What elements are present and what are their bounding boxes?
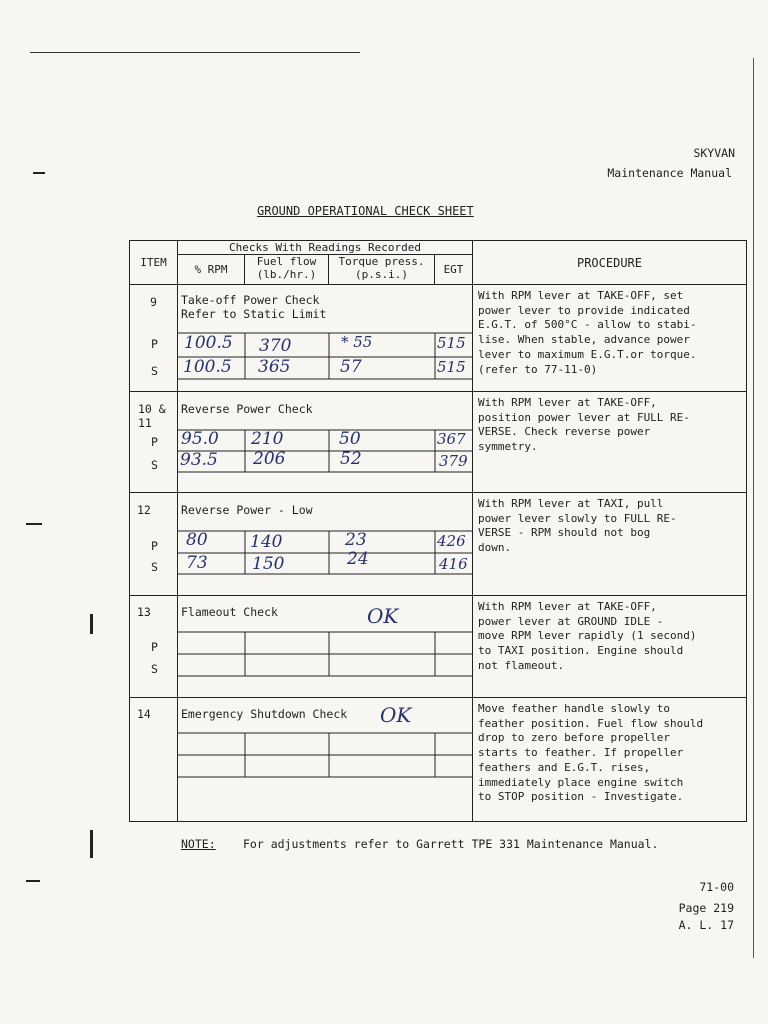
handwritten-ok: OK <box>367 604 399 628</box>
reading-torque-p: * 55 <box>341 333 373 351</box>
item-number: 10 & <box>138 402 166 416</box>
item-number: 9 <box>150 295 157 309</box>
reading-rpm-s: 100.5 <box>183 357 232 377</box>
item-number: 12 <box>137 503 151 517</box>
port-label: P <box>151 539 158 553</box>
starboard-label: S <box>151 662 158 676</box>
reading-egt-p: 515 <box>437 334 466 352</box>
torque-label: Torque press. <box>338 255 425 268</box>
reading-fuel-p: 140 <box>250 532 283 552</box>
column-header-rpm: % RPM <box>178 255 245 285</box>
procedure-14: Move feather handle slowly to feather position. Fuel flow should drop to zero before propeller starts to feather. If propeller feathers and E.G.T. rises, immediately place engine switch to STOP position - Investigate. <box>473 698 747 822</box>
item-number: 14 <box>137 707 151 721</box>
column-header-item: ITEM <box>130 241 178 285</box>
check-name: Reverse Power Check <box>181 402 313 416</box>
column-header-egt: EGT <box>435 255 473 285</box>
note-text: For adjustments refer to Garrett TPE 331 Maintenance Manual. <box>243 837 659 851</box>
reading-torque-s: 52 <box>340 449 362 469</box>
check-name: Reverse Power - Low <box>181 503 313 517</box>
check-name: Take-off Power Check <box>181 293 320 307</box>
page-title: GROUND OPERATIONAL CHECK SHEET <box>257 204 474 218</box>
manual-name: Maintenance Manual <box>607 166 732 180</box>
reading-torque-p: 50 <box>339 429 361 449</box>
amendment-number: A. L. 17 <box>678 918 734 932</box>
company-name: SKYVAN <box>693 146 735 160</box>
reading-egt-s: 416 <box>439 555 468 573</box>
reading-fuel-p: 370 <box>259 336 292 356</box>
procedure-12: With RPM lever at TAXI, pull power lever slowly to FULL RE- VERSE - RPM should not bog down. <box>473 493 747 596</box>
fuel-flow-unit: (lb./hr.) <box>256 268 317 281</box>
reading-egt-p: 367 <box>437 430 466 448</box>
check-subtitle: Refer to Static Limit <box>181 307 327 321</box>
page-number: Page 219 <box>678 901 734 915</box>
item-number: 13 <box>137 605 151 619</box>
starboard-label: S <box>151 458 158 472</box>
procedure-13: With RPM lever at TAKE-OFF, power lever at GROUND IDLE - move RPM lever rapidly (1 second) to TAXI position. Engine should not flameout. <box>473 596 747 698</box>
procedure-9: With RPM lever at TAKE-OFF, set power lever to provide indicated E.G.T. of 500°C - allow to stabi- lise. When stable, advance power lever to maximum E.G.T.or torque. (refer to 77-11-0) <box>473 285 747 392</box>
reading-rpm-s: 73 <box>186 553 208 573</box>
reading-fuel-s: 206 <box>253 449 286 469</box>
note-label: NOTE: <box>181 837 216 851</box>
reading-torque-s: 57 <box>340 357 362 377</box>
column-header-group: Checks With Readings Recorded <box>178 241 473 255</box>
reading-rpm-p: 100.5 <box>184 333 233 353</box>
column-header-procedure: PROCEDURE <box>473 241 747 285</box>
port-label: P <box>151 640 158 654</box>
reading-egt-p: 426 <box>437 532 466 550</box>
check-name: Flameout Check <box>181 605 278 619</box>
reading-rpm-s: 93.5 <box>180 450 218 470</box>
reading-torque-s: 24 <box>347 549 369 569</box>
procedure-10-11: With RPM lever at TAKE-OFF, position power lever at FULL RE- VERSE. Check reverse power symmetry. <box>473 392 747 493</box>
fuel-flow-label: Fuel flow <box>256 255 317 268</box>
port-label: P <box>151 435 158 449</box>
reading-torque-p: 23 <box>345 530 367 550</box>
reading-fuel-p: 210 <box>251 429 284 449</box>
port-label: P <box>151 337 158 351</box>
reading-fuel-s: 150 <box>252 554 285 574</box>
handwritten-ok: OK <box>380 703 412 727</box>
item-number-2: 11 <box>138 416 152 430</box>
reading-fuel-s: 365 <box>258 357 291 377</box>
starboard-label: S <box>151 364 158 378</box>
reading-rpm-p: 80 <box>186 530 208 550</box>
starboard-label: S <box>151 560 158 574</box>
check-name: Emergency Shutdown Check <box>181 707 348 721</box>
torque-unit: (p.s.i.) <box>355 268 408 281</box>
reading-rpm-p: 95.0 <box>181 429 219 449</box>
reading-egt-s: 379 <box>439 452 468 470</box>
reading-egt-s: 515 <box>437 358 466 376</box>
chapter-number: 71-00 <box>699 880 734 894</box>
